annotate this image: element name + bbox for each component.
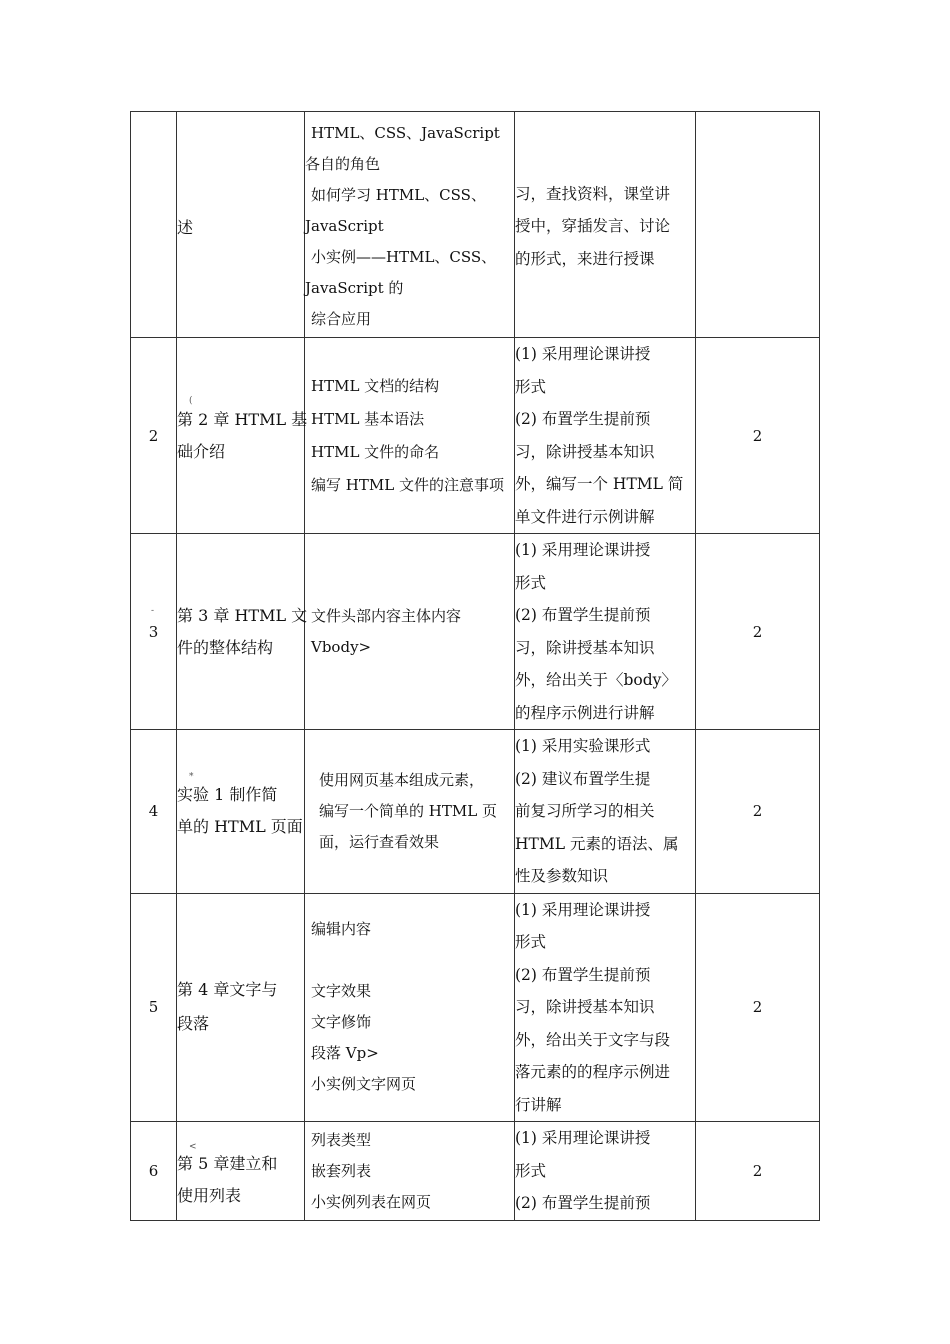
method-line: 性及参数知识: [515, 867, 609, 885]
method-line: 习，除讲授基本知识: [515, 998, 655, 1016]
content-cell: [305, 338, 515, 534]
method-line: (2) 布置学生提前预: [515, 1194, 651, 1212]
method-line: 单文件进行示例讲解: [515, 507, 655, 526]
row-number: 5: [131, 893, 177, 1122]
chapter-line: 件的整体结构: [177, 637, 274, 657]
row-number: 4: [131, 730, 177, 894]
content-line: 小实例——HTML、CSS、: [311, 248, 497, 266]
method-line: (1) 采用理论课讲授: [515, 541, 651, 559]
method-line: 外，给出关于〈body〉: [515, 671, 677, 689]
chapter-cell: [177, 338, 308, 534]
method-line: 授中，穿插发言、讨论: [515, 217, 671, 236]
stray-mark: <: [189, 1142, 197, 1152]
method-line: 的形式，来进行授课: [515, 249, 655, 268]
content-line: 综合应用: [311, 310, 372, 328]
chapter-line: 第 2 章 HTML 基: [177, 409, 308, 429]
method-line: (2) 布置学生提前预: [515, 606, 651, 624]
content-line: 使用网页基本组成元素，: [319, 770, 485, 789]
chapter-line: 第 3 章 HTML 文: [177, 605, 308, 625]
content-line: HTML 基本语法: [311, 409, 425, 428]
method-line: (1) 采用理论课讲授: [515, 345, 651, 363]
method-line: (2) 布置学生提前预: [515, 410, 651, 428]
method-line: 外，编写一个 HTML 简: [515, 475, 684, 493]
chapter-line: 实验 1 制作简: [177, 785, 278, 805]
hours-cell: [696, 112, 820, 338]
method-cell: [515, 1122, 696, 1221]
content-line: 段落 Vp>: [311, 1044, 379, 1063]
method-cell: [515, 112, 696, 338]
method-line: (1) 采用实验课形式: [515, 737, 651, 755]
chapter-cell: [177, 1122, 305, 1221]
chapter-cell: [177, 534, 308, 730]
spacer: [305, 945, 514, 976]
content-line: HTML 文件的命名: [311, 442, 440, 461]
content-line: 如何学习 HTML、CSS、: [311, 186, 486, 204]
method-line: (2) 布置学生提前预: [515, 965, 651, 984]
hours-cell: 2: [696, 534, 820, 730]
chapter-line: 第 5 章建立和: [177, 1153, 278, 1173]
hours-cell: 2: [696, 893, 820, 1122]
content-cell: [305, 112, 515, 338]
method-line: 习，查找资料，课堂讲: [515, 184, 671, 203]
chapter-cell: [177, 730, 305, 894]
chapter-cell: [177, 893, 305, 1122]
content-line: JavaScript 的: [305, 279, 404, 297]
chapter-cell: [177, 112, 305, 338]
method-line: 形式: [515, 377, 547, 396]
table-row: [131, 112, 820, 338]
content-line: 编写一个简单的 HTML 页: [319, 801, 497, 820]
table-row: [131, 730, 820, 894]
chapter-line: 础介绍: [177, 441, 226, 461]
content-line: 小实例文字网页: [311, 1075, 417, 1094]
stray-mark: *: [189, 772, 194, 782]
method-line: 形式: [515, 1161, 547, 1180]
chapter-line: 第 4 章文字与: [177, 980, 278, 1000]
row-number: 6: [131, 1122, 177, 1221]
method-line: 外，给出关于文字与段: [515, 1030, 671, 1049]
method-line: 形式: [515, 933, 547, 951]
method-line: (2) 建议布置学生提: [515, 769, 651, 788]
chapter-line: 述: [177, 217, 194, 237]
chapter-line: 段落: [177, 1014, 210, 1034]
method-cell: [515, 730, 696, 894]
hours-cell: 2: [696, 730, 820, 894]
hours-cell: 2: [696, 338, 820, 534]
content-line: 文字修饰: [311, 1013, 372, 1032]
row-number: [131, 112, 177, 338]
content-line: 编写 HTML 文件的注意事项: [311, 475, 504, 494]
method-line: 行讲解: [515, 1095, 562, 1114]
content-line: 文字效果: [311, 982, 372, 1001]
content-line: 嵌套列表: [311, 1161, 372, 1180]
method-line: 落元素的的程序示例进: [515, 1063, 671, 1081]
method-line: 形式: [515, 573, 547, 592]
content-line: 列表类型: [311, 1130, 372, 1149]
method-line: HTML 元素的语法、属: [515, 834, 679, 853]
method-line: 前复习所学习的相关: [515, 802, 655, 820]
syllabus-table: [130, 111, 820, 1221]
method-line: 习，除讲授基本知识: [515, 638, 655, 657]
content-cell: [305, 534, 515, 730]
table-row: [131, 338, 820, 534]
row-number-value: 3: [148, 622, 159, 641]
method-line: (1) 采用理论课讲授: [515, 900, 651, 919]
content-line: 编辑内容: [311, 920, 372, 939]
content-cell: [305, 730, 515, 894]
method-line: (1) 采用理论课讲授: [515, 1129, 651, 1147]
method-line: 的程序示例进行讲解: [515, 703, 655, 722]
table-row: [131, 534, 820, 730]
row-number: [131, 534, 177, 730]
chapter-line: 单的 HTML 页面: [177, 817, 303, 837]
method-cell: [515, 534, 696, 730]
table-row: [131, 893, 820, 1122]
content-line: JavaScript: [305, 217, 384, 235]
content-line: HTML、CSS、JavaScript: [311, 124, 500, 142]
stray-mark: (: [189, 396, 193, 406]
content-line: Vbody>: [311, 637, 372, 656]
content-line: 面，运行查看效果: [319, 832, 440, 851]
content-line: HTML 文档的结构: [311, 376, 440, 395]
method-line: 习，除讲授基本知识: [515, 442, 655, 461]
method-cell: [515, 893, 696, 1122]
hours-cell: 2: [696, 1122, 820, 1221]
chapter-line: 使用列表: [177, 1185, 242, 1205]
content-cell: [305, 1122, 515, 1221]
content-line: 各自的角色: [305, 155, 381, 173]
content-cell: [305, 893, 515, 1122]
content-line: 小实例列表在网页: [311, 1192, 432, 1211]
method-cell: [515, 338, 696, 534]
content-line: 文件头部内容主体内容: [311, 606, 462, 625]
row-number: 2: [131, 338, 177, 534]
table-row: [131, 1122, 820, 1221]
stray-mark: -: [151, 606, 155, 616]
